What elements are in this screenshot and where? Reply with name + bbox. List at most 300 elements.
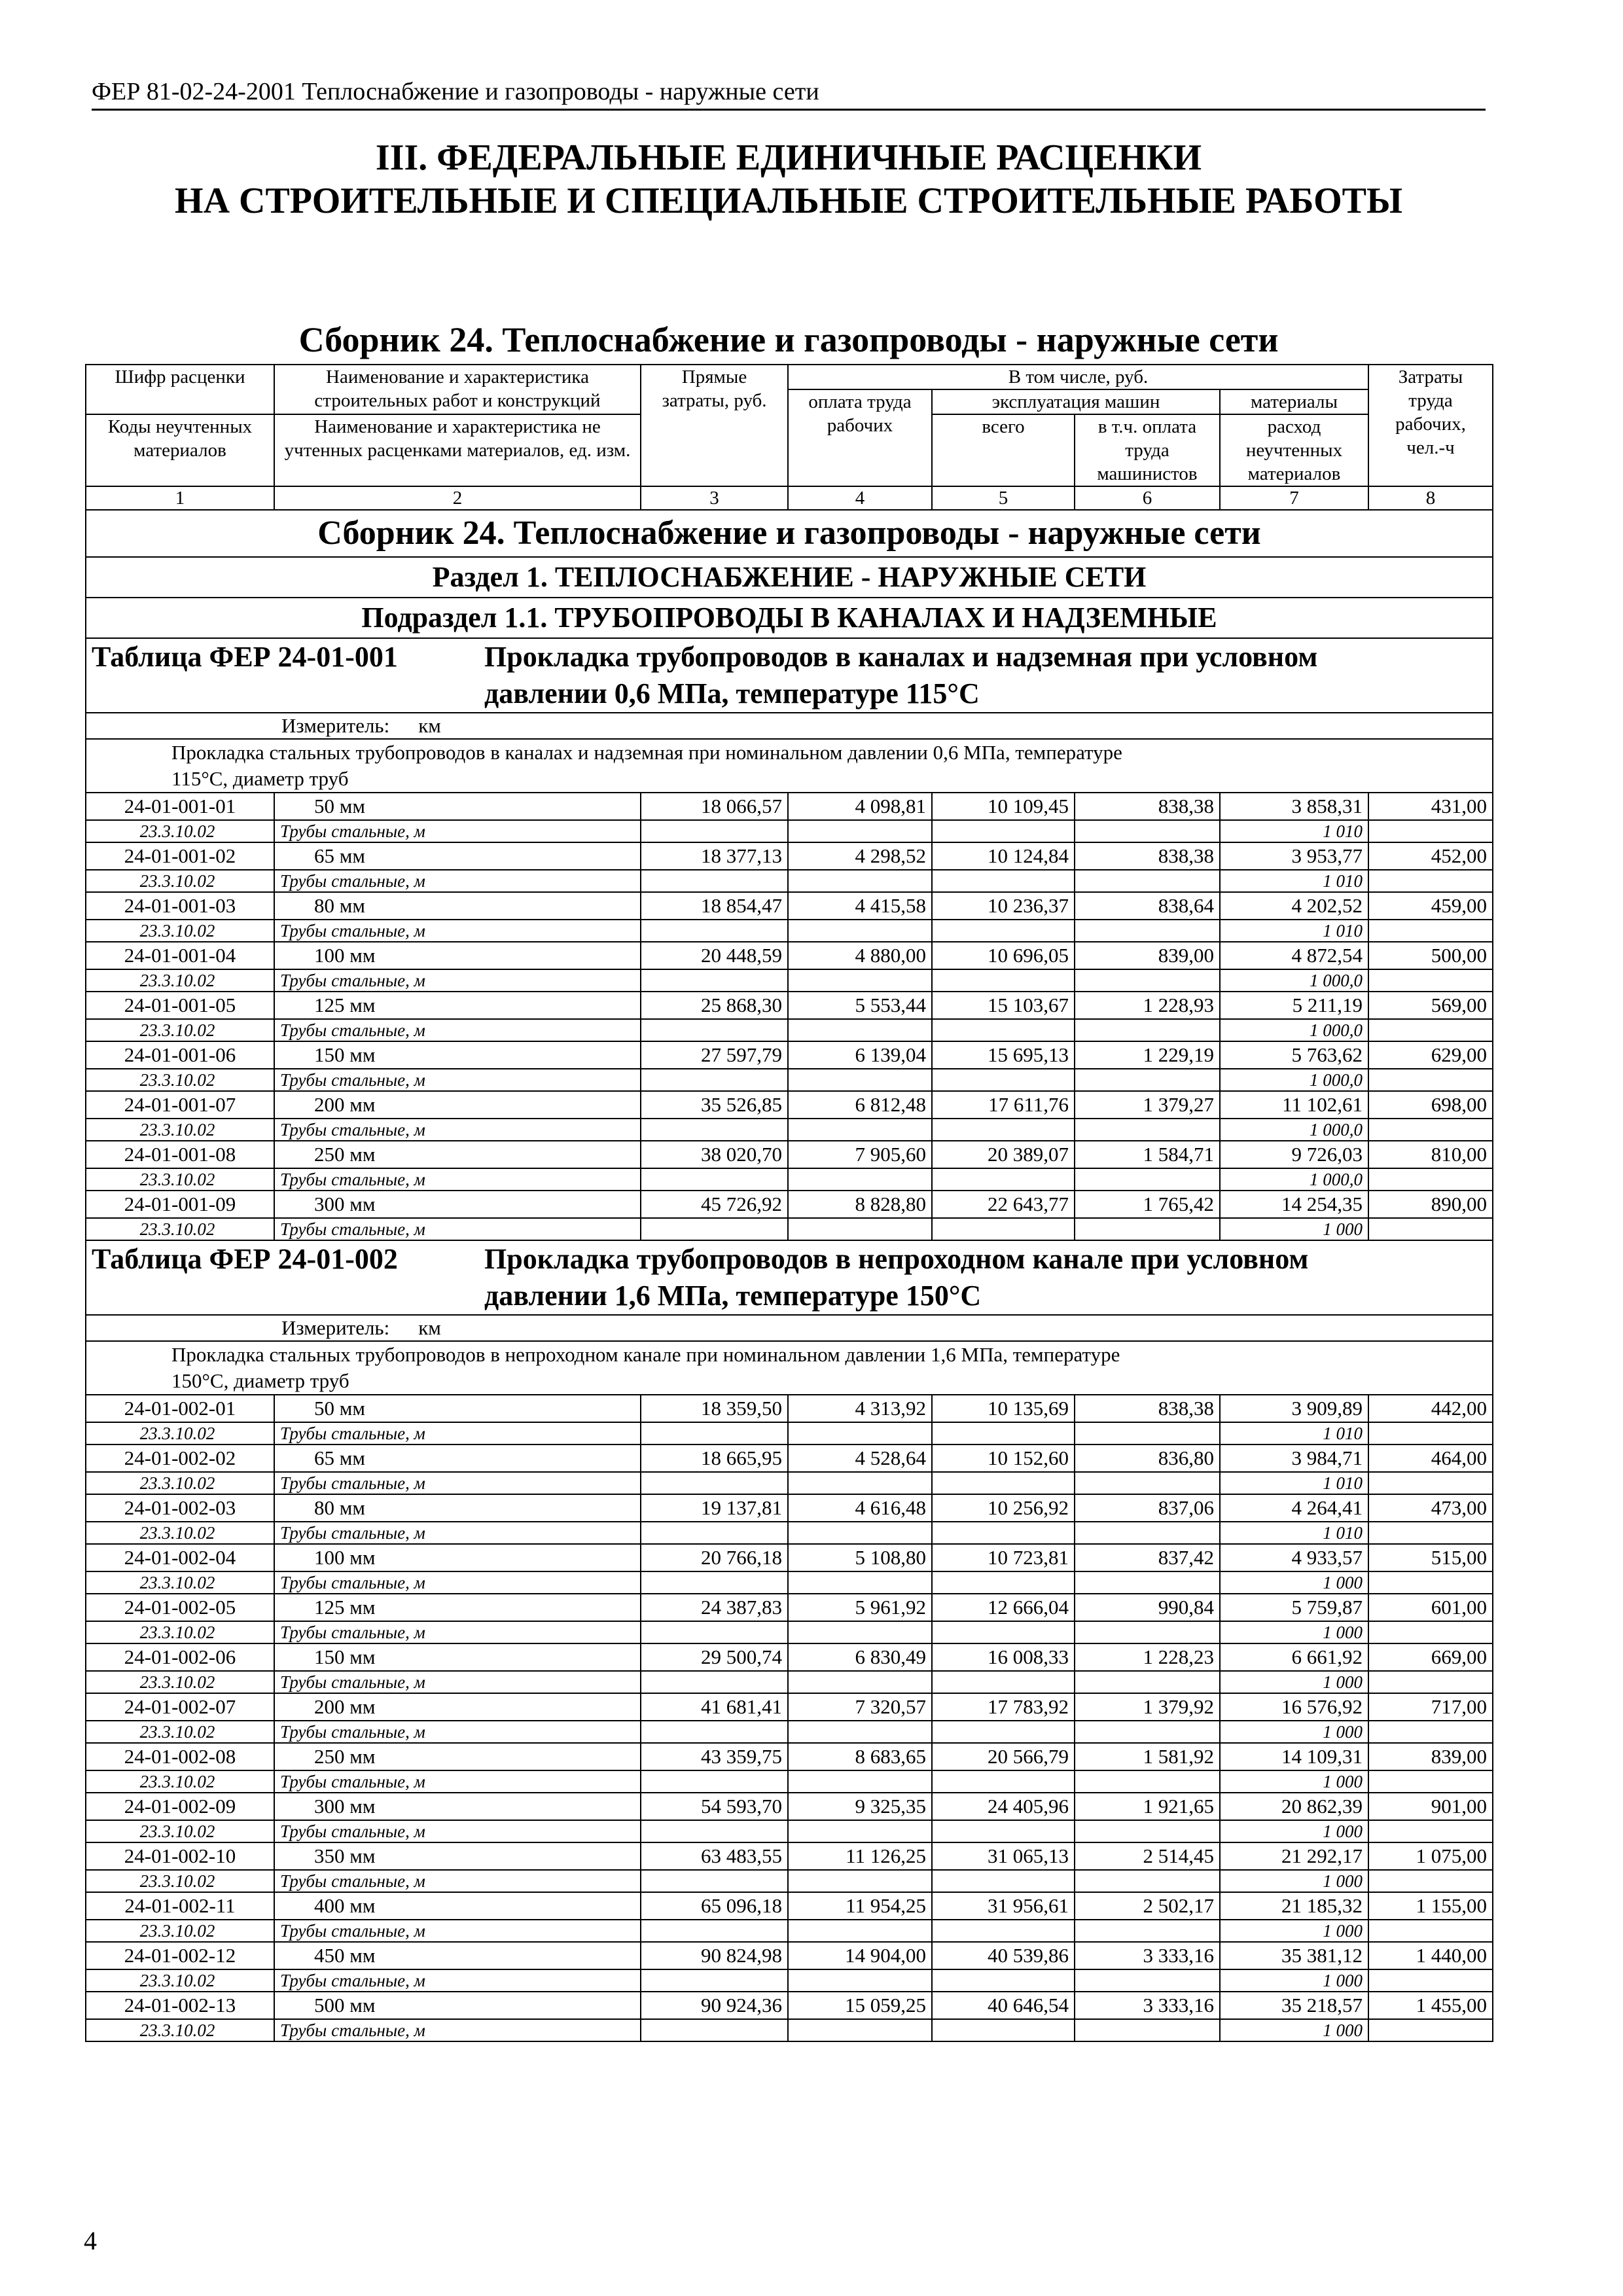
- material-row: [86, 1870, 1493, 1892]
- material-code: 23.3.10.02: [86, 1870, 274, 1892]
- empty-cell: [641, 1069, 788, 1091]
- material-code: 23.3.10.02: [86, 1218, 274, 1240]
- labor-hours: 459,00: [1368, 892, 1493, 920]
- machinists-pay: 837,42: [1075, 1544, 1220, 1571]
- empty-cell: [1368, 1218, 1493, 1240]
- labor-hours: 1 440,00: [1368, 1942, 1493, 1969]
- empty-cell: [641, 1920, 788, 1942]
- material-row: [86, 1920, 1493, 1942]
- empty-cell: [641, 920, 788, 942]
- material-row: [86, 920, 1493, 942]
- rate-row: [86, 942, 1493, 969]
- material-qty: 1 000: [1220, 1820, 1368, 1842]
- machines-total: 20 566,79: [932, 1743, 1075, 1770]
- empty-cell: [1368, 2019, 1493, 2041]
- empty-cell: [641, 1969, 788, 1992]
- rate-row: [86, 1091, 1493, 1119]
- direct-costs: 18 854,47: [641, 892, 788, 920]
- rate-code: 24-01-001-03: [86, 892, 274, 920]
- empty-cell: [932, 1168, 1075, 1191]
- empty-cell: [1075, 1168, 1220, 1191]
- material-code: 23.3.10.02: [86, 1969, 274, 1992]
- labor-hours: 717,00: [1368, 1693, 1493, 1721]
- band-section-text: Раздел 1. ТЕПЛОСНАБЖЕНИЕ - НАРУЖНЫЕ СЕТИ: [86, 557, 1493, 598]
- empty-cell: [788, 1820, 932, 1842]
- meter-label: Измеритель:: [281, 714, 390, 737]
- material-qty: 1 000,0: [1220, 969, 1368, 992]
- empty-cell: [788, 1671, 932, 1693]
- empty-cell: [1075, 2019, 1220, 2041]
- empty-cell: [932, 1522, 1075, 1544]
- rate-code: 24-01-002-13: [86, 1992, 274, 2019]
- col-num: 1: [86, 486, 274, 510]
- empty-cell: [1368, 1820, 1493, 1842]
- col-num: 6: [1075, 486, 1220, 510]
- empty-cell: [1368, 1168, 1493, 1191]
- materials: 3 909,89: [1220, 1395, 1368, 1422]
- empty-cell: [1075, 1870, 1220, 1892]
- materials: 16 576,92: [1220, 1693, 1368, 1721]
- empty-cell: [788, 1770, 932, 1793]
- material-name: Трубы стальные, м: [274, 1870, 641, 1892]
- page-number: 4: [84, 2226, 97, 2255]
- material-code: 23.3.10.02: [86, 1522, 274, 1544]
- machinists-pay: 3 333,16: [1075, 1992, 1220, 2019]
- col-num: 8: [1368, 486, 1493, 510]
- column-numbers: [86, 486, 1493, 510]
- machines-total: 10 256,92: [932, 1494, 1075, 1522]
- empty-cell: [932, 1671, 1075, 1693]
- machines-total: 24 405,96: [932, 1793, 1075, 1820]
- labor-pay: 4 616,48: [788, 1494, 932, 1522]
- empty-cell: [1368, 1870, 1493, 1892]
- machines-total: 15 103,67: [932, 992, 1075, 1019]
- empty-cell: [1075, 1969, 1220, 1992]
- materials: 35 218,57: [1220, 1992, 1368, 2019]
- labor-hours: 901,00: [1368, 1793, 1493, 1820]
- empty-cell: [1075, 1422, 1220, 1444]
- material-row: [86, 1019, 1493, 1041]
- labor-hours: 669,00: [1368, 1643, 1493, 1671]
- labor-pay: 8 683,65: [788, 1743, 932, 1770]
- rate-row: [86, 892, 1493, 920]
- table-title-line-2: давлении 1,6 МПа, температуре 150°С: [484, 1280, 982, 1312]
- labor-pay: 4 098,81: [788, 793, 932, 820]
- rate-name: 50 мм: [274, 793, 641, 820]
- material-qty: 1 000: [1220, 1969, 1368, 1992]
- direct-costs: 63 483,55: [641, 1842, 788, 1870]
- machinists-pay: 838,38: [1075, 1395, 1220, 1422]
- labor-hours: 601,00: [1368, 1594, 1493, 1621]
- meter-label: Измеритель:: [281, 1316, 390, 1339]
- table-heading-cell: [86, 638, 1493, 713]
- empty-cell: [1368, 920, 1493, 942]
- labor-pay: 6 812,48: [788, 1091, 932, 1119]
- work-description-row: [86, 1341, 1493, 1395]
- material-row: [86, 2019, 1493, 2041]
- direct-costs: 38 020,70: [641, 1141, 788, 1168]
- hdr-mach-pay: в т.ч. оплата труда машинистов: [1075, 414, 1220, 486]
- rate-row: [86, 1395, 1493, 1422]
- labor-pay: 11 126,25: [788, 1842, 932, 1870]
- hdr-incl: В том числе, руб.: [788, 365, 1368, 389]
- materials: 4 933,57: [1220, 1544, 1368, 1571]
- empty-cell: [1368, 1522, 1493, 1544]
- empty-cell: [1075, 1069, 1220, 1091]
- empty-cell: [1075, 1770, 1220, 1793]
- machinists-pay: 1 379,27: [1075, 1091, 1220, 1119]
- empty-cell: [932, 820, 1075, 842]
- empty-cell: [641, 870, 788, 892]
- meter-row: [86, 1315, 1493, 1341]
- rate-name: 250 мм: [274, 1141, 641, 1168]
- material-name: Трубы стальные, м: [274, 1770, 641, 1793]
- meter-cell: [86, 1315, 1493, 1341]
- rate-code: 24-01-001-07: [86, 1091, 274, 1119]
- empty-cell: [641, 820, 788, 842]
- hdr-direct: Прямые затраты, руб.: [641, 365, 788, 486]
- machinists-pay: 1 581,92: [1075, 1743, 1220, 1770]
- work-description: [86, 1341, 1493, 1395]
- empty-cell: [932, 1472, 1075, 1494]
- hdr-machines: эксплуатация машин: [932, 389, 1220, 414]
- empty-cell: [641, 1870, 788, 1892]
- empty-cell: [932, 1069, 1075, 1091]
- empty-cell: [1075, 1119, 1220, 1141]
- material-qty: 1 000: [1220, 1770, 1368, 1793]
- col-num: 3: [641, 486, 788, 510]
- empty-cell: [641, 1820, 788, 1842]
- materials: 21 185,32: [1220, 1892, 1368, 1920]
- materials: 14 109,31: [1220, 1743, 1368, 1770]
- rate-name: 80 мм: [274, 1494, 641, 1522]
- empty-cell: [1368, 1571, 1493, 1594]
- empty-cell: [1075, 1621, 1220, 1643]
- machines-total: 17 783,92: [932, 1693, 1075, 1721]
- machines-total: 31 065,13: [932, 1842, 1075, 1870]
- direct-costs: 20 448,59: [641, 942, 788, 969]
- material-qty: 1 010: [1220, 1472, 1368, 1494]
- material-code: 23.3.10.02: [86, 1168, 274, 1191]
- running-head: ФЕР 81-02-24-2001 Теплоснабжение и газопроводы - наружные сети: [92, 77, 1486, 111]
- direct-costs: 54 593,70: [641, 1793, 788, 1820]
- material-row: [86, 1168, 1493, 1191]
- material-code: 23.3.10.02: [86, 920, 274, 942]
- labor-pay: 4 313,92: [788, 1395, 932, 1422]
- band-subsection-text: Подраздел 1.1. ТРУБОПРОВОДЫ В КАНАЛАХ И НАДЗЕМНЫЕ: [86, 598, 1493, 638]
- empty-cell: [1075, 1019, 1220, 1041]
- material-qty: 1 000,0: [1220, 1069, 1368, 1091]
- rate-code: 24-01-002-04: [86, 1544, 274, 1571]
- empty-cell: [788, 1422, 932, 1444]
- direct-costs: 25 868,30: [641, 992, 788, 1019]
- rate-code: 24-01-001-01: [86, 793, 274, 820]
- direct-costs: 90 924,36: [641, 1992, 788, 2019]
- labor-pay: 6 830,49: [788, 1643, 932, 1671]
- materials: 3 984,71: [1220, 1444, 1368, 1472]
- band-section: [86, 557, 1493, 598]
- material-qty: 1 000: [1220, 1721, 1368, 1743]
- direct-costs: 41 681,41: [641, 1693, 788, 1721]
- material-name: Трубы стальные, м: [274, 920, 641, 942]
- rate-code: 24-01-001-09: [86, 1191, 274, 1218]
- materials: 35 381,12: [1220, 1942, 1368, 1969]
- empty-cell: [788, 969, 932, 992]
- material-name: Трубы стальные, м: [274, 1820, 641, 1842]
- materials: 11 102,61: [1220, 1091, 1368, 1119]
- materials: 3 858,31: [1220, 793, 1368, 820]
- empty-cell: [641, 1571, 788, 1594]
- rate-row: [86, 1892, 1493, 1920]
- material-row: [86, 1969, 1493, 1992]
- hdr-mach-total: всего: [932, 414, 1075, 486]
- machines-total: 10 135,69: [932, 1395, 1075, 1422]
- empty-cell: [641, 969, 788, 992]
- empty-cell: [1368, 870, 1493, 892]
- empty-cell: [641, 1522, 788, 1544]
- machines-total: 10 109,45: [932, 793, 1075, 820]
- machines-total: 40 539,86: [932, 1942, 1075, 1969]
- empty-cell: [932, 2019, 1075, 2041]
- material-code: 23.3.10.02: [86, 969, 274, 992]
- material-name: Трубы стальные, м: [274, 870, 641, 892]
- rate-row: [86, 1743, 1493, 1770]
- direct-costs: 18 377,13: [641, 842, 788, 870]
- material-name: Трубы стальные, м: [274, 1472, 641, 1494]
- material-row: [86, 870, 1493, 892]
- empty-cell: [1368, 1422, 1493, 1444]
- rate-row: [86, 992, 1493, 1019]
- material-code: 23.3.10.02: [86, 870, 274, 892]
- material-code: 23.3.10.02: [86, 1472, 274, 1494]
- rate-name: 300 мм: [274, 1793, 641, 1820]
- rates-table: [85, 364, 1493, 2042]
- empty-cell: [788, 2019, 932, 2041]
- machines-total: 15 695,13: [932, 1041, 1075, 1069]
- rate-name: 65 мм: [274, 842, 641, 870]
- material-row: [86, 1721, 1493, 1743]
- empty-cell: [1075, 969, 1220, 992]
- empty-cell: [1075, 1721, 1220, 1743]
- machinists-pay: 1 379,92: [1075, 1693, 1220, 1721]
- empty-cell: [641, 1671, 788, 1693]
- empty-cell: [788, 1571, 932, 1594]
- empty-cell: [932, 1019, 1075, 1041]
- hdr-labor-pay: оплата труда рабочих: [788, 389, 932, 486]
- empty-cell: [932, 1571, 1075, 1594]
- rate-name: 300 мм: [274, 1191, 641, 1218]
- hdr-mat-cons: расход неучтенных материалов: [1220, 414, 1368, 486]
- rate-code: 24-01-002-06: [86, 1643, 274, 1671]
- rate-code: 24-01-001-05: [86, 992, 274, 1019]
- table-title: [484, 1241, 1433, 1314]
- direct-costs: 43 359,75: [641, 1743, 788, 1770]
- material-row: [86, 1422, 1493, 1444]
- labor-pay: 4 298,52: [788, 842, 932, 870]
- rate-row: [86, 1141, 1493, 1168]
- empty-cell: [1368, 969, 1493, 992]
- machinists-pay: 837,06: [1075, 1494, 1220, 1522]
- direct-costs: 18 665,95: [641, 1444, 788, 1472]
- labor-hours: 1 455,00: [1368, 1992, 1493, 2019]
- material-code: 23.3.10.02: [86, 1820, 274, 1842]
- empty-cell: [641, 1422, 788, 1444]
- materials: 5 759,87: [1220, 1594, 1368, 1621]
- materials: 21 292,17: [1220, 1842, 1368, 1870]
- rate-row: [86, 793, 1493, 820]
- main-title: [92, 136, 1486, 223]
- labor-hours: 1 155,00: [1368, 1892, 1493, 1920]
- meter-row: [86, 713, 1493, 739]
- empty-cell: [641, 1019, 788, 1041]
- empty-cell: [932, 1721, 1075, 1743]
- material-qty: 1 010: [1220, 920, 1368, 942]
- machinists-pay: 1 229,19: [1075, 1041, 1220, 1069]
- band-collection: [86, 510, 1493, 557]
- material-code: 23.3.10.02: [86, 1721, 274, 1743]
- material-row: [86, 1472, 1493, 1494]
- material-code: 23.3.10.02: [86, 1019, 274, 1041]
- labor-pay: 4 528,64: [788, 1444, 932, 1472]
- labor-pay: 11 954,25: [788, 1892, 932, 1920]
- direct-costs: 19 137,81: [641, 1494, 788, 1522]
- rate-row: [86, 1643, 1493, 1671]
- material-qty: 1 000: [1220, 1621, 1368, 1643]
- materials: 3 953,77: [1220, 842, 1368, 870]
- empty-cell: [932, 1218, 1075, 1240]
- materials: 5 763,62: [1220, 1041, 1368, 1069]
- hdr-labor: Затраты труда рабочих, чел.-ч: [1368, 365, 1493, 486]
- material-code: 23.3.10.02: [86, 1920, 274, 1942]
- machines-total: 22 643,77: [932, 1191, 1075, 1218]
- table-title-line-1: Прокладка трубопроводов в непроходном канале при условном: [484, 1243, 1309, 1275]
- machinists-pay: 2 514,45: [1075, 1842, 1220, 1870]
- direct-costs: 35 526,85: [641, 1091, 788, 1119]
- rate-code: 24-01-001-02: [86, 842, 274, 870]
- work-description-line-1: Прокладка стальных трубопроводов в непроходном канале при номинальном давлении 1,6 МПа, температуре: [171, 1343, 1120, 1366]
- material-code: 23.3.10.02: [86, 1069, 274, 1091]
- labor-hours: 569,00: [1368, 992, 1493, 1019]
- empty-cell: [1368, 1119, 1493, 1141]
- labor-hours: 839,00: [1368, 1743, 1493, 1770]
- hdr-unacc-name: Наименование и характеристика не учтенных расценками материалов, ед. изм.: [274, 414, 641, 486]
- materials: 5 211,19: [1220, 992, 1368, 1019]
- empty-cell: [788, 1119, 932, 1141]
- rate-code: 24-01-002-01: [86, 1395, 274, 1422]
- empty-cell: [788, 1168, 932, 1191]
- material-name: Трубы стальные, м: [274, 1920, 641, 1942]
- header-row-1: [86, 365, 1493, 389]
- material-qty: 1 000: [1220, 1920, 1368, 1942]
- material-qty: 1 000: [1220, 1870, 1368, 1892]
- empty-cell: [1075, 1472, 1220, 1494]
- rate-code: 24-01-002-05: [86, 1594, 274, 1621]
- machinists-pay: 990,84: [1075, 1594, 1220, 1621]
- empty-cell: [1368, 1721, 1493, 1743]
- meter-unit: км: [418, 714, 441, 737]
- direct-costs: 90 824,98: [641, 1942, 788, 1969]
- rate-code: 24-01-002-07: [86, 1693, 274, 1721]
- empty-cell: [1075, 1671, 1220, 1693]
- empty-cell: [788, 1870, 932, 1892]
- material-qty: 1 000: [1220, 1218, 1368, 1240]
- material-name: Трубы стальные, м: [274, 2019, 641, 2041]
- labor-pay: 8 828,80: [788, 1191, 932, 1218]
- rate-row: [86, 1544, 1493, 1571]
- empty-cell: [1368, 1671, 1493, 1693]
- empty-cell: [1368, 1770, 1493, 1793]
- rate-name: 100 мм: [274, 1544, 641, 1571]
- hdr-code: Шифр расценки: [86, 365, 274, 414]
- material-name: Трубы стальные, м: [274, 1621, 641, 1643]
- rate-row: [86, 842, 1493, 870]
- rate-name: 80 мм: [274, 892, 641, 920]
- machinists-pay: 1 584,71: [1075, 1141, 1220, 1168]
- table-title: [484, 639, 1433, 712]
- rate-row: [86, 1842, 1493, 1870]
- material-name: Трубы стальные, м: [274, 1671, 641, 1693]
- labor-hours: 515,00: [1368, 1544, 1493, 1571]
- machines-total: 40 646,54: [932, 1992, 1075, 2019]
- rate-row: [86, 1594, 1493, 1621]
- machinists-pay: 1 228,23: [1075, 1643, 1220, 1671]
- machines-total: 31 956,61: [932, 1892, 1075, 1920]
- empty-cell: [788, 1721, 932, 1743]
- empty-cell: [1075, 1218, 1220, 1240]
- rate-name: 150 мм: [274, 1041, 641, 1069]
- labor-pay: 5 961,92: [788, 1594, 932, 1621]
- empty-cell: [1075, 1571, 1220, 1594]
- material-qty: 1 000: [1220, 2019, 1368, 2041]
- table-heading-cell: [86, 1240, 1493, 1315]
- rate-name: 400 мм: [274, 1892, 641, 1920]
- rate-name: 150 мм: [274, 1643, 641, 1671]
- rate-code: 24-01-001-08: [86, 1141, 274, 1168]
- empty-cell: [1075, 1522, 1220, 1544]
- labor-pay: 6 139,04: [788, 1041, 932, 1069]
- labor-pay: 7 320,57: [788, 1693, 932, 1721]
- table-heading: [86, 638, 1493, 713]
- empty-cell: [788, 1522, 932, 1544]
- material-code: 23.3.10.02: [86, 1621, 274, 1643]
- rate-row: [86, 1191, 1493, 1218]
- rate-name: 125 мм: [274, 992, 641, 1019]
- labor-hours: 1 075,00: [1368, 1842, 1493, 1870]
- labor-pay: 7 905,60: [788, 1141, 932, 1168]
- machinists-pay: 839,00: [1075, 942, 1220, 969]
- rate-code: 24-01-002-11: [86, 1892, 274, 1920]
- col-num: 2: [274, 486, 641, 510]
- material-name: Трубы стальные, м: [274, 969, 641, 992]
- table-code: Таблица ФЕР 24-01-001: [92, 641, 398, 673]
- labor-hours: 442,00: [1368, 1395, 1493, 1422]
- labor-hours: 629,00: [1368, 1041, 1493, 1069]
- rate-row: [86, 1942, 1493, 1969]
- material-name: Трубы стальные, м: [274, 1069, 641, 1091]
- empty-cell: [641, 1621, 788, 1643]
- material-code: 23.3.10.02: [86, 2019, 274, 2041]
- rate-code: 24-01-002-02: [86, 1444, 274, 1472]
- labor-pay: 4 415,58: [788, 892, 932, 920]
- empty-cell: [1368, 1969, 1493, 1992]
- main-title-line-2: НА СТРОИТЕЛЬНЫЕ И СПЕЦИАЛЬНЫЕ СТРОИТЕЛЬНЫЕ РАБОТЫ: [175, 181, 1402, 221]
- main-title-line-1: III. ФЕДЕРАЛЬНЫЕ ЕДИНИЧНЫЕ РАСЦЕНКИ: [375, 137, 1202, 178]
- machines-total: 10 236,37: [932, 892, 1075, 920]
- table-code: Таблица ФЕР 24-01-002: [92, 1243, 398, 1275]
- labor-pay: 4 880,00: [788, 942, 932, 969]
- material-qty: 1 000,0: [1220, 1119, 1368, 1141]
- empty-cell: [641, 1168, 788, 1191]
